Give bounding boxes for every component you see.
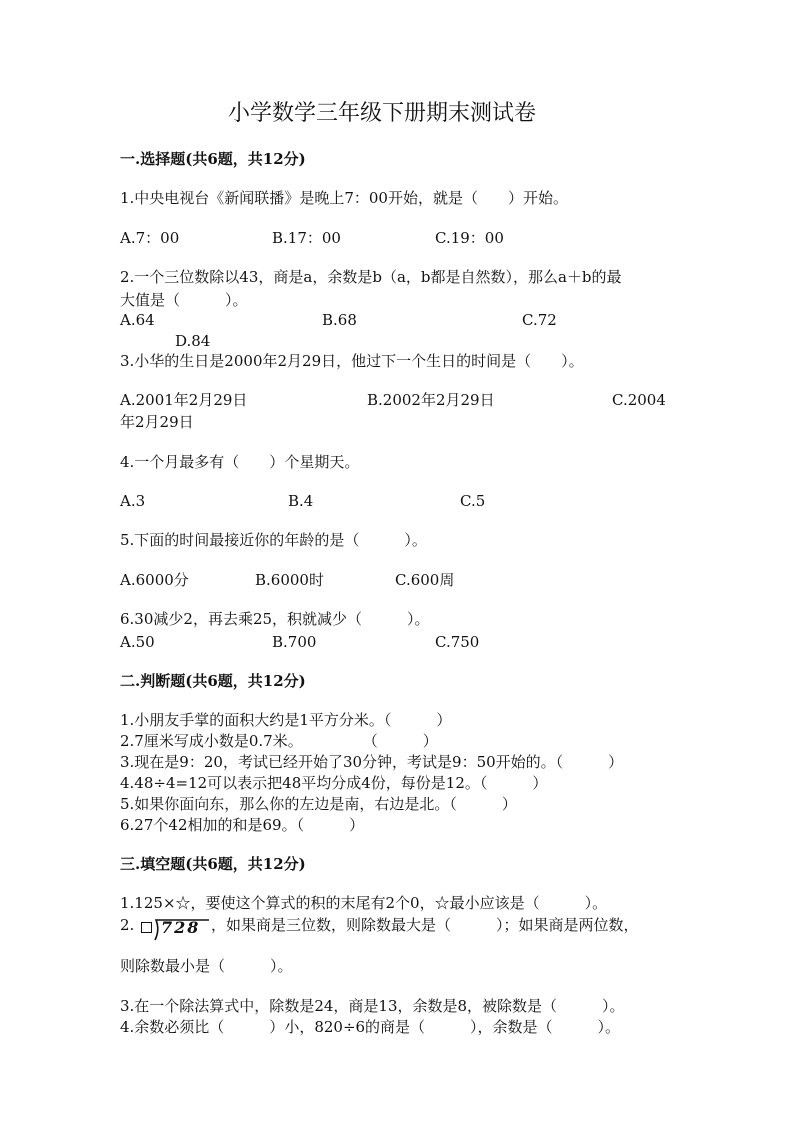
option-c: C.600周	[395, 571, 455, 589]
option-b: B.4	[288, 492, 314, 510]
option-d: D.84	[175, 332, 211, 350]
fill-question: 3.在一个除法算式中，除数是24，商是13，余数是8，被除数是（ ）。	[120, 997, 625, 1015]
fill-question: ，如果商是三位数，则除数最大是（ ）；如果商是两位数，	[211, 916, 639, 934]
page-title: 小学数学三年级下册期末测试卷	[228, 101, 537, 126]
option-a: A.7：00	[120, 229, 180, 247]
section-heading-choice: 一.选择题(共6题，共12分)	[120, 150, 306, 168]
judgment-item: 4.48÷4=12可以表示把48平均分成4份，每份是12。（ ）	[120, 774, 548, 792]
option-c: C.2004	[612, 391, 666, 409]
option-b: B.17：00	[272, 229, 341, 247]
judgment-item: 1.小朋友手掌的面积大约是1平方分米。（ ）	[120, 711, 452, 729]
question-stem: 6.30减少2，再去乘25，积就减少（ ）。	[120, 610, 430, 628]
option-c: C.72	[522, 311, 557, 329]
option-c: C.750	[435, 633, 480, 651]
option-b: B.2002年2月29日	[367, 391, 495, 409]
option-c: C.5	[460, 492, 486, 510]
fill-question-continued: 则除数最小是（ ）。	[120, 957, 293, 975]
judgment-item: 6.27个42相加的和是69。（ ）	[120, 816, 365, 834]
fill-question-number: 2.	[120, 916, 135, 934]
section-heading-fill-blank: 三.填空题(共6题，共12分)	[120, 855, 306, 873]
section-heading-judgment: 二.判断题(共6题，共12分)	[120, 672, 306, 690]
option-a: A.6000分	[120, 571, 189, 589]
dividend: 728	[161, 918, 201, 937]
judgment-item: 2.7厘米写成小数是0.7米。 （ ）	[120, 732, 438, 750]
option-b: B.700	[272, 633, 317, 651]
question-stem: 5.下面的时间最接近你的年龄的是（ ）。	[120, 531, 427, 549]
option-a: A.50	[120, 633, 155, 651]
option-c-continued: 年2月29日	[120, 413, 194, 431]
question-stem: 2.一个三位数除以43，商是a，余数是b（a，b都是自然数），那么a＋b的最	[120, 268, 622, 286]
option-b: B.68	[322, 311, 357, 329]
option-a: A.64	[120, 311, 155, 329]
question-stem: 4.一个月最多有（ ）个星期天。	[120, 453, 360, 471]
fill-question: 4.余数必须比（ ）小，820÷6的商是（ ），余数是（ ）。	[120, 1018, 621, 1036]
judgment-item: 3.现在是9：20，考试已经开始了30分钟，考试是9：50开始的。（ ）	[120, 753, 624, 771]
option-a: A.2001年2月29日	[120, 391, 248, 409]
option-c: C.19：00	[435, 229, 504, 247]
long-division-figure	[141, 918, 211, 942]
question-stem: 1.中央电视台《新闻联播》是晚上7：00开始，就是（ ）开始。	[120, 189, 568, 207]
judgment-item: 5.如果你面向东，那么你的左边是南，右边是北。（ ）	[120, 795, 517, 813]
question-stem: 3.小华的生日是2000年2月29日，他过下一个生日的时间是（ ）。	[120, 352, 584, 370]
fill-question: 1.125×☆，要使这个算式的积的末尾有2个0，☆最小应该是（ ）。	[120, 894, 608, 912]
option-a: A.3	[120, 492, 146, 510]
option-b: B.6000时	[255, 571, 324, 589]
question-stem-continued: 大值是（ ）。	[120, 291, 248, 309]
